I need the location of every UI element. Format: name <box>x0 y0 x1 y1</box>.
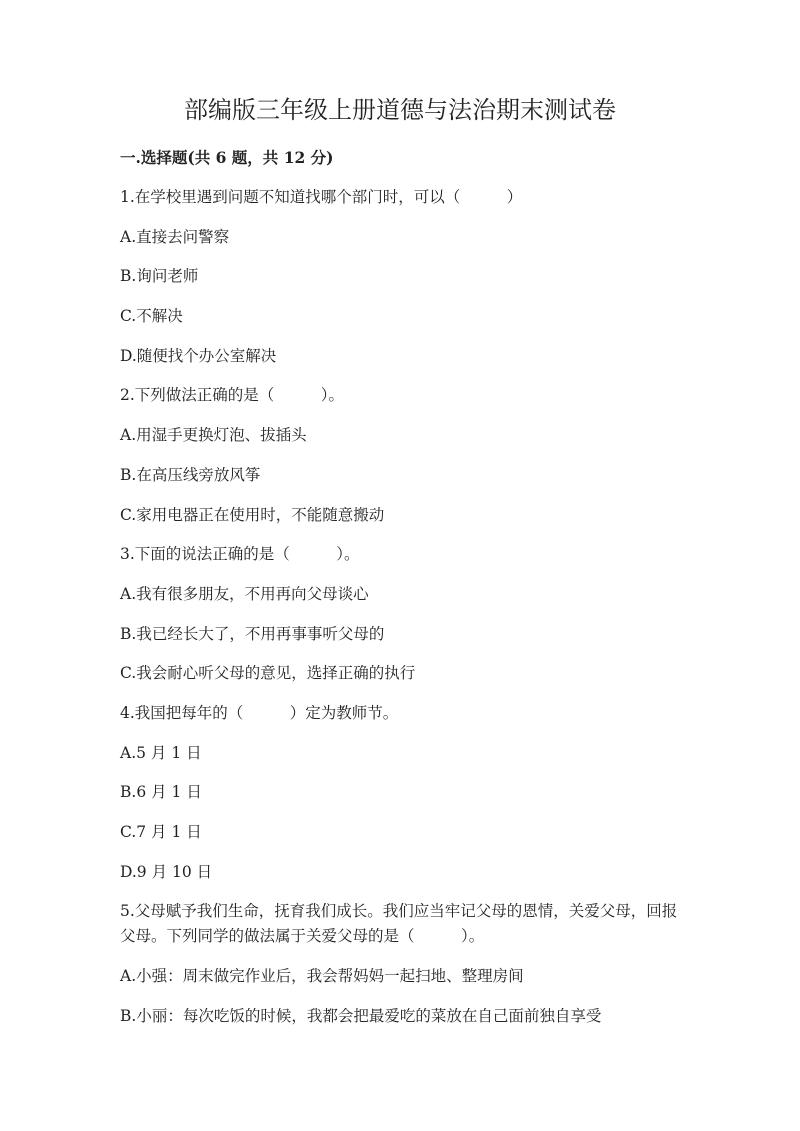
option-2-b: B.在高压线旁放风筝 <box>120 465 261 484</box>
question-list <box>120 185 680 1043</box>
option-1-b: B.询问老师 <box>120 267 199 286</box>
option-3-c: C.我会耐心听父母的意见，选择正确的执行 <box>120 664 416 683</box>
option-4-a: A.5 月 1 日 <box>120 743 202 762</box>
option-1-d: D.随便找个办公室解决 <box>120 346 277 365</box>
option-4-d: D.9 月 10 日 <box>120 862 213 881</box>
option-4-b: B.6 月 1 日 <box>120 783 202 802</box>
question-stem-1: 1.在学校里遇到问题不知道找哪个部门时，可以（ ） <box>120 188 523 206</box>
option-3-a: A.我有很多朋友，不用再向父母谈心 <box>120 584 369 603</box>
option-5-a: A.小强：周末做完作业后，我会帮妈妈一起扫地、整理房间 <box>120 967 524 986</box>
option-4-c: C.7 月 1 日 <box>120 823 202 841</box>
question-stem-3: 3.下面的说法正确的是（ ）。 <box>120 545 360 564</box>
option-3-b: B.我已经长大了，不用再事事听父母的 <box>120 624 385 643</box>
document-title: 部编版三年级上册道德与法治期末测试卷 <box>184 96 616 124</box>
question-stem-2: 2.下列做法正确的是（ ）。 <box>120 386 345 405</box>
option-2-a: A.用湿手更换灯泡、拔插头 <box>120 426 307 445</box>
question-stem-4: 4.我国把每年的（ ）定为教师节。 <box>120 703 399 722</box>
option-5-b: B.小丽：每次吃饭的时候，我都会把最爱吃的菜放在自己面前独自享受 <box>120 1006 602 1025</box>
question-stem-5: 5.父母赋予我们生命，抚育我们成长。我们应当牢记父母的恩情，关爱父母，回报父母。下列同学的做法属于关爱父母的是（ ）。 <box>120 902 678 945</box>
section-heading: 一.选择题(共 6 题，共 12 分) <box>120 148 334 167</box>
option-2-c: C.家用电器正在使用时，不能随意搬动 <box>120 505 385 524</box>
option-1-c: C.不解决 <box>120 307 183 326</box>
option-1-a: A.直接去问警察 <box>120 227 230 246</box>
